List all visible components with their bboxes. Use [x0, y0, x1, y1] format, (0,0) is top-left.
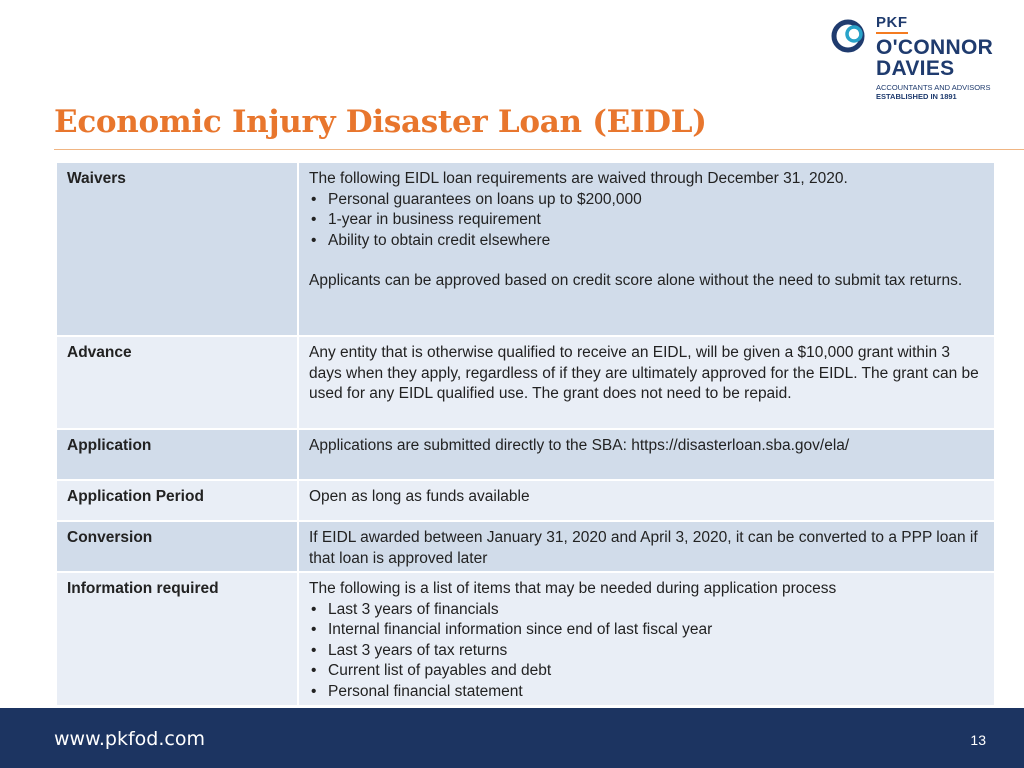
table-row-information-required	[56, 572, 995, 706]
logo-brand: PKF	[876, 15, 908, 34]
logo-firm-line2: DAVIES	[876, 57, 955, 80]
row-label: Advance	[56, 336, 298, 429]
list-item: • Last 3 years of financials	[309, 600, 984, 621]
row-label: Conversion	[56, 521, 298, 572]
title-divider	[54, 149, 1024, 150]
row-content: Applications are submitted directly to the SBA: https://disasterloan.sba.gov/ela/	[298, 429, 995, 480]
logo-established: ESTABLISHED IN 1891	[876, 92, 957, 101]
row-content	[298, 162, 995, 336]
row-intro: The following EIDL loan requirements are waived through December 31, 2020.	[309, 170, 848, 187]
list-item: • Last 3 years of tax returns	[309, 641, 984, 662]
footer-bar	[0, 708, 1024, 768]
row-label: Application	[56, 429, 298, 480]
table-row-waivers	[56, 162, 995, 336]
list-item: • Personal financial statement	[309, 682, 984, 703]
footer-url-link[interactable]: www.pkfod.com	[54, 728, 205, 750]
row-label: Information required	[56, 572, 298, 706]
eidl-table	[55, 161, 996, 707]
row-content: If EIDL awarded between January 31, 2020 and April 3, 2020, it can be converted to a PPP loan if that loan is approved later	[298, 521, 995, 572]
company-logo	[830, 14, 1010, 104]
logo-firm-line1: O'CONNOR	[876, 36, 994, 59]
row-content	[298, 572, 995, 706]
table-row-conversion	[56, 521, 995, 572]
row-intro: The following is a list of items that may be needed during application process	[309, 580, 837, 597]
list-item: • Internal financial information since end of last fiscal year	[309, 620, 984, 641]
logo-tagline: ACCOUNTANTS AND ADVISORS	[876, 83, 991, 92]
row-label: Waivers	[56, 162, 298, 336]
table-row-advance	[56, 336, 995, 429]
list-item: • 1-year in business requirement	[309, 210, 984, 231]
row-note: Applicants can be approved based on credit score alone without the need to submit tax returns.	[309, 272, 963, 289]
row-content: Open as long as funds available	[298, 480, 995, 521]
table-row-application-period	[56, 480, 995, 521]
list-item: • Ability to obtain credit elsewhere	[309, 231, 984, 252]
logo-mark-icon	[830, 16, 870, 56]
row-content: Any entity that is otherwise qualified to receive an EIDL, will be given a $10,000 grant within 3 days when they apply, regardless of if they are ultimately approved for the EIDL. The grant can be used for any EIDL qualified use. The grant does not need to be repaid.	[298, 336, 995, 429]
page-title: Economic Injury Disaster Loan (EIDL)	[54, 104, 707, 140]
row-label: Application Period	[56, 480, 298, 521]
table-row-application	[56, 429, 995, 480]
list-item: • Personal guarantees on loans up to $200,000	[309, 190, 984, 211]
list-item: • Current list of payables and debt	[309, 661, 984, 682]
page-number: 13	[970, 732, 986, 748]
bullet-list	[309, 190, 984, 252]
bullet-list	[309, 600, 984, 703]
